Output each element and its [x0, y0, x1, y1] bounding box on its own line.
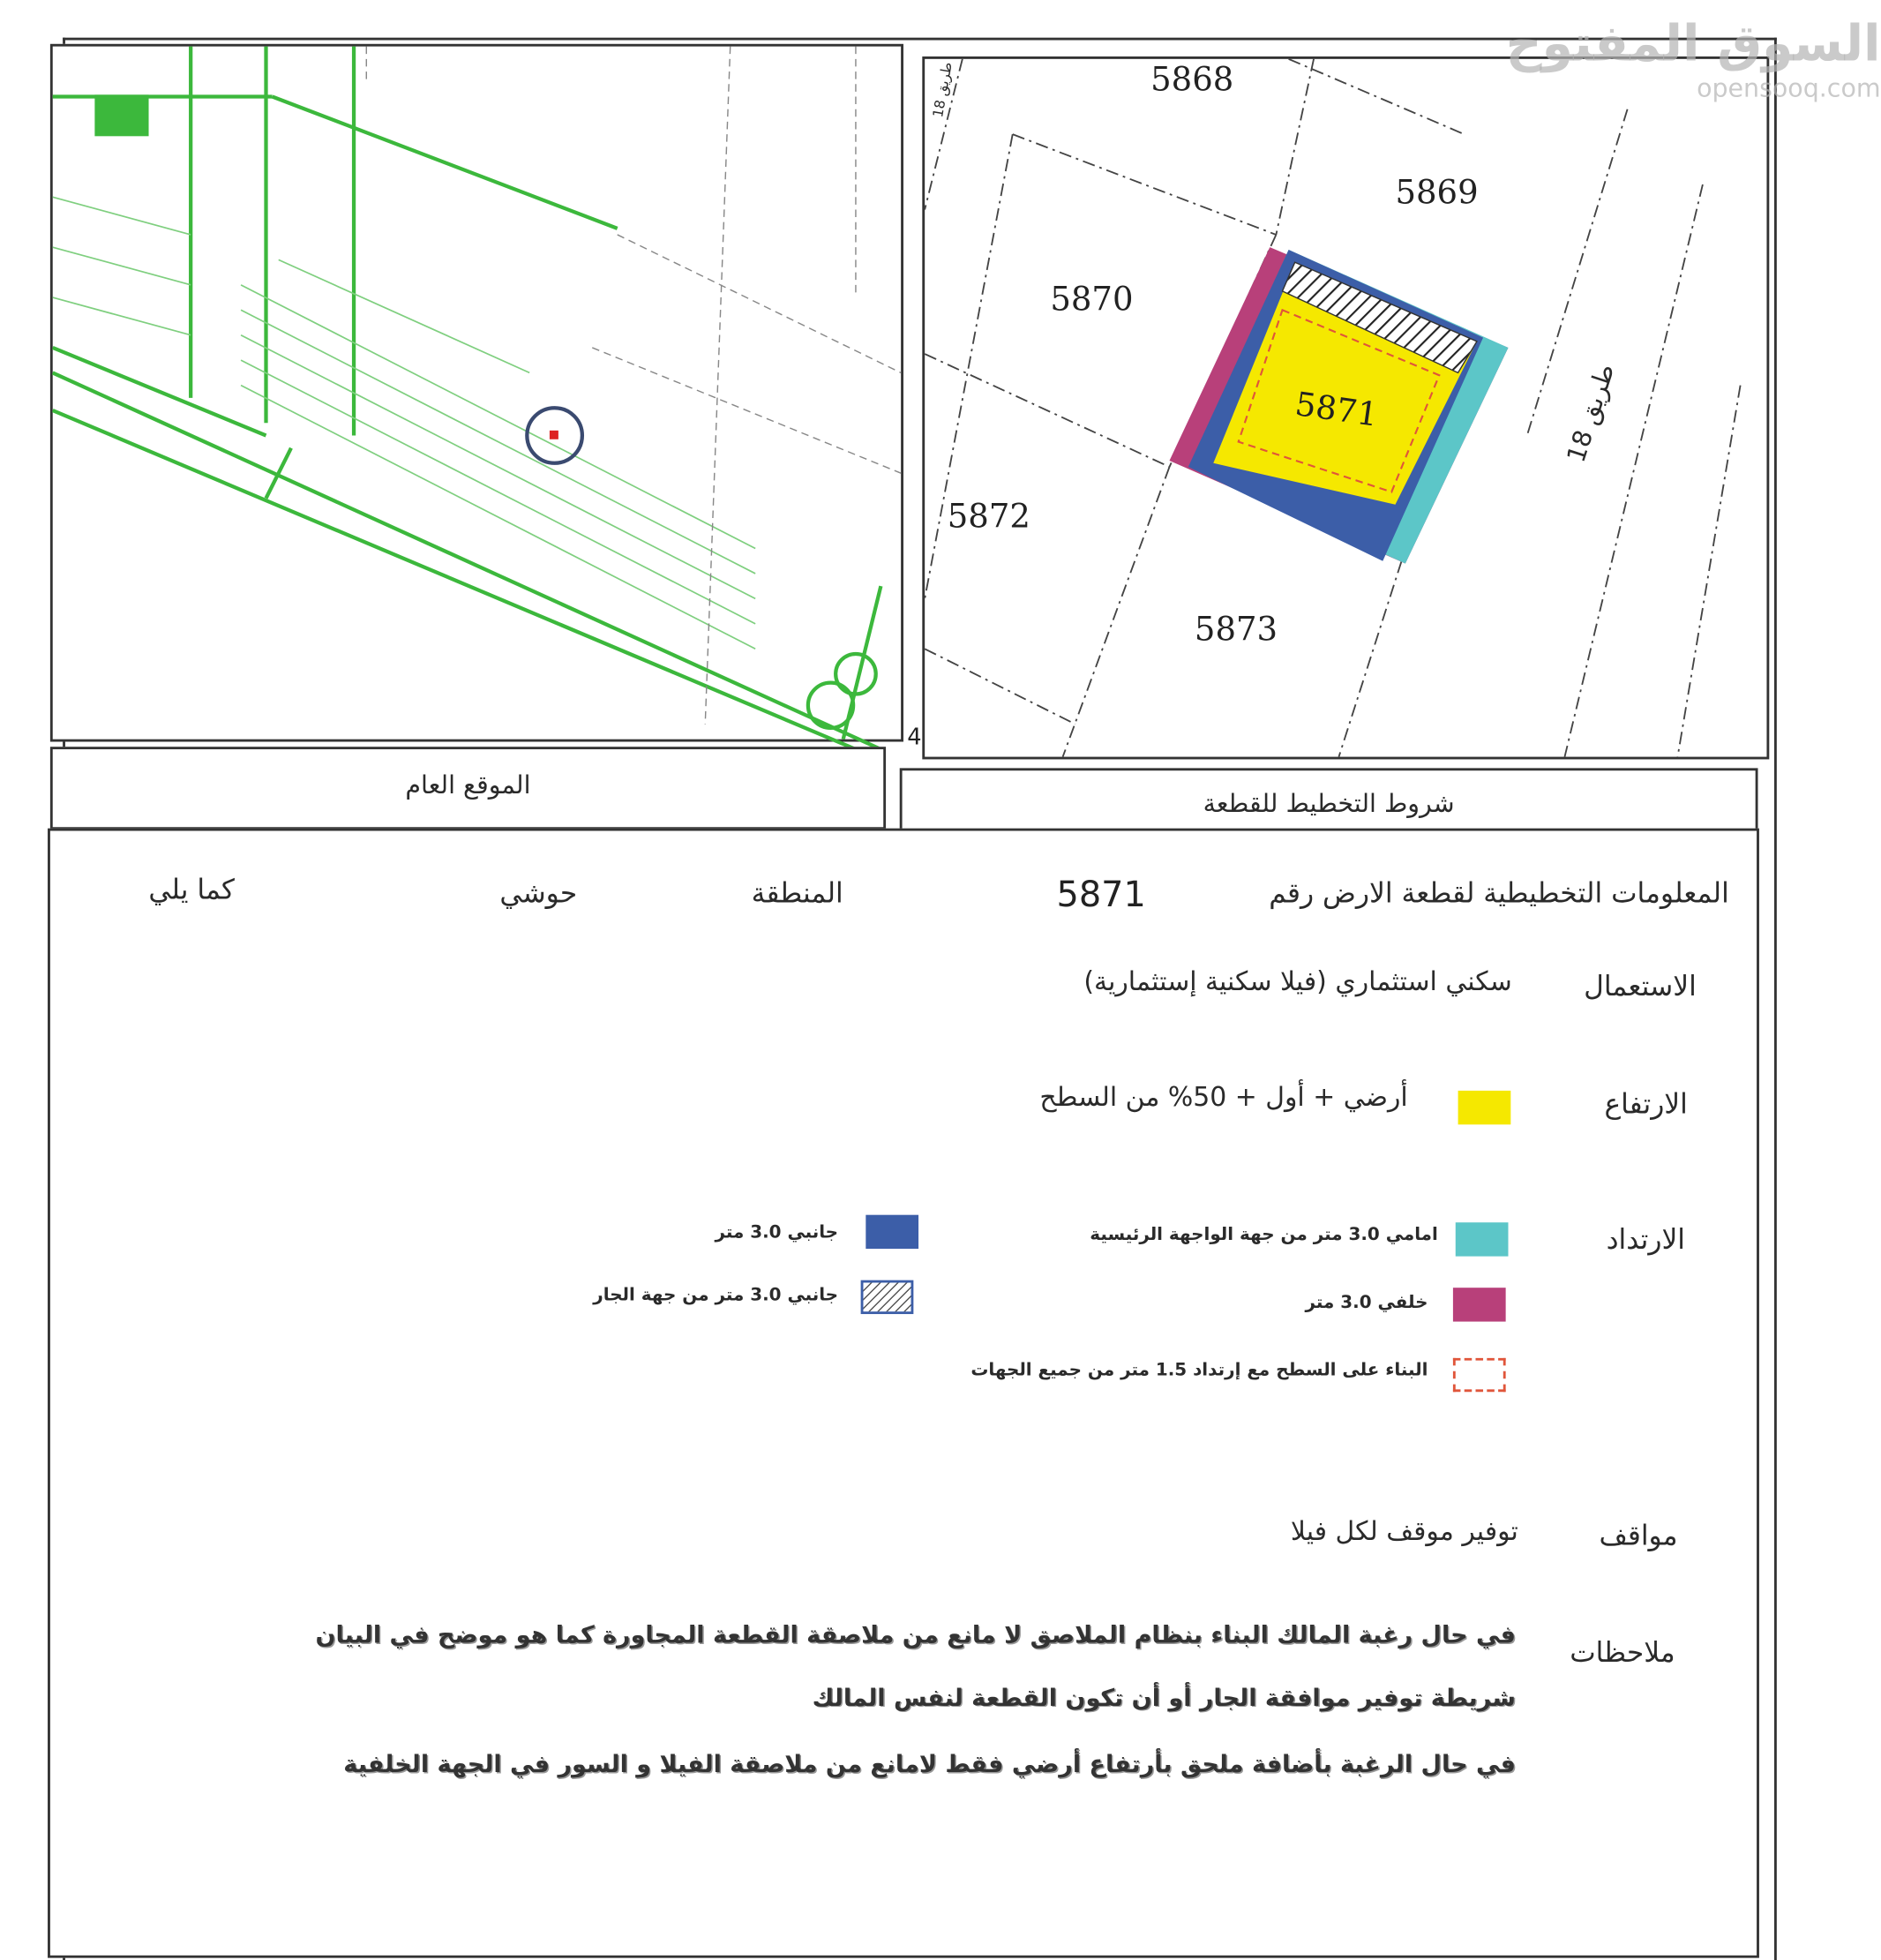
side-neighbor-hatched-swatch [861, 1280, 914, 1314]
front-setback-swatch [1456, 1222, 1509, 1256]
front-setback-text: امامي 3.0 متر من جهة الواجهة الرئيسية [1090, 1225, 1438, 1245]
rear-setback-swatch [1453, 1288, 1506, 1321]
note-line-3: في حال الرغبة بأضافة ملحق بأرتفاع أرضي فقط لامانع من ملاصقة الفيلا و السور في الجهة الخلفية [343, 1750, 1517, 1779]
parcel-5873: 5873 [1194, 611, 1278, 650]
note-line-2: شريطة توفير موافقة الجار أو أن تكون القطعة لنفس المالك [812, 1684, 1517, 1712]
side-setback-text: جانبي 3.0 متر [715, 1222, 839, 1243]
rear-setback-text: خلفي 3.0 متر [1305, 1292, 1428, 1313]
plot-planning-map [907, 56, 1769, 759]
note-line-1: في حال رغبة المالك البناء بنظام الملاصق لا مانع من ملاصقة القطعة المجاورة كما هو موضح في البيان [315, 1621, 1517, 1649]
roof-setback-text: البناء على السطح مع إرتداد 1.5 متر من جميع الجهات [970, 1360, 1428, 1381]
parcel-5871: 5871 [1293, 386, 1381, 435]
planning-info-box [48, 829, 1759, 1958]
info-title: المعلومات التخطيطية لقطعة الارض رقم [1269, 878, 1729, 911]
roof-setback-swatch [1453, 1358, 1506, 1392]
parking-label: مواقف [1599, 1521, 1678, 1553]
use-label: الاستعمال [1584, 971, 1697, 1003]
height-label: الارتفاع [1604, 1089, 1688, 1122]
use-value: سكني استثماري (فيلا سكنية إستثمارية) [1083, 966, 1512, 997]
height-value: أرضي + أول + 50% من السطح [1039, 1081, 1408, 1113]
parcel-5872: 5872 [947, 498, 1030, 537]
height-yellow-swatch [1458, 1091, 1511, 1124]
parcel-5869: 5869 [1395, 174, 1479, 213]
general-map-drawing [53, 47, 901, 740]
general-location-caption: الموقع العام [405, 769, 531, 800]
opensooq-watermark-logo: السوق المفتوح opensooq.com [1505, 15, 1881, 103]
road-18-label: طريق 18 [1560, 359, 1621, 466]
area-label: المنطقة [751, 878, 843, 911]
general-location-map [50, 44, 903, 742]
setback-label: الارتداد [1606, 1225, 1686, 1257]
side-setback-swatch [866, 1215, 918, 1249]
as-follows: كما يلي [148, 875, 235, 906]
side-neighbor-setback-text: جانبي 3.0 متر من جهة الجار [593, 1285, 839, 1306]
notes-label: ملاحظات [1570, 1637, 1675, 1670]
road-18-label-top: طريق 18 [929, 60, 956, 119]
corner-mark: 4 [907, 724, 922, 751]
parcel-5868: 5868 [1150, 61, 1234, 100]
plot-conditions-caption: شروط التخطيط للقطعة [1203, 788, 1455, 819]
area-value: حوشي [499, 878, 578, 911]
parcel-5870: 5870 [1050, 281, 1134, 319]
parking-value: توفير موقف لكل فيلا [1290, 1516, 1518, 1547]
general-location-caption-box [50, 747, 886, 830]
plot-number: 5871 [1056, 873, 1146, 915]
